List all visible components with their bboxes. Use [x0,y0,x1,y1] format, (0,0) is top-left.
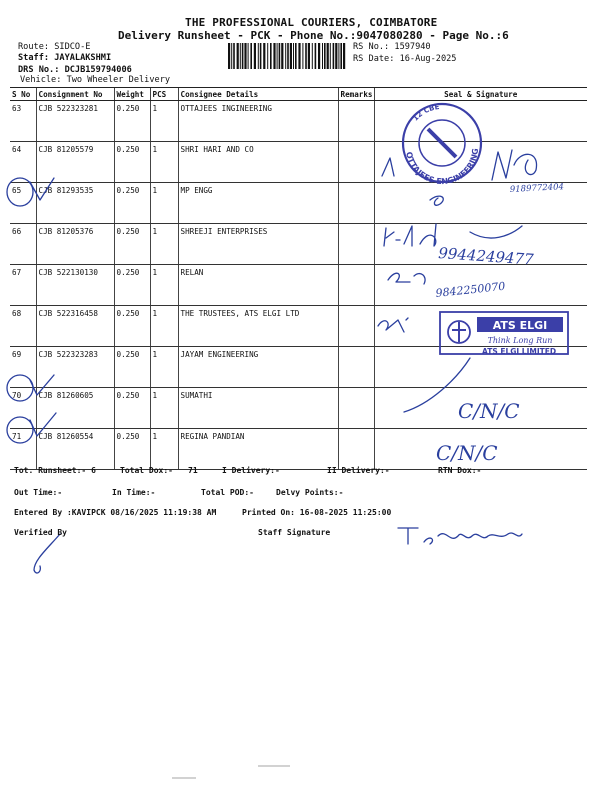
signature-mark [384,224,436,246]
row-consignment-no: CJB 81260554 [36,429,114,470]
row-consignment-no: CJB 522316458 [36,306,114,347]
row-consignment-no: CJB 81293535 [36,183,114,224]
drs-info: DRS No.: DCJB159794006 [18,65,132,75]
staff-info: Staff: JAYALAKSHMI [18,53,112,63]
row-sno: 64 [10,142,36,183]
footer-tot-runsheet: Tot. Runsheet:- 6 [14,466,96,475]
signature-mark [382,158,394,176]
row-sno: 67 [10,265,36,306]
col-header-sno: S No [10,88,36,101]
col-header-consignee: Consignee Details [178,88,338,101]
row-consignee: OTTAJEES INGINEERING [178,101,338,142]
svg-text:OTTAJEES ENGINEERING [404,148,480,186]
row-consignee: SHRI HARI AND CO [178,142,338,183]
ottajees-stamp [403,103,481,186]
row-consignment-no: CJB 522323281 [36,101,114,142]
footer-in-time: In Time:- [112,488,156,497]
stray-mark [172,766,290,778]
stamp-ats-limited: ATS ELGI LIMITED [482,347,557,356]
row-pcs: 1 [150,306,178,347]
row-weight: 0.250 [114,183,150,224]
company-title: THE PROFESSIONAL COURIERS, COIMBATORE [185,16,438,29]
footer-total-dox-value: 71 [188,466,198,475]
footer-total-dox-label: Total Dox:- [120,466,173,475]
col-header-remarks: Remarks [338,88,374,101]
rs-date: RS Date: 16-Aug-2025 [353,54,457,64]
handwritten-phone-3: 9842250070 [434,279,506,300]
row-sno: 71 [10,429,36,470]
row-consignee: SUMATHI [178,388,338,429]
footer-total-pod: Total POD:- [201,488,254,497]
row-pcs: 1 [150,183,178,224]
row-weight: 0.250 [114,429,150,470]
signature-mark [388,273,425,284]
row-pcs: 1 [150,388,178,429]
runsheet-subtitle: Delivery Runsheet - PCK - Phone No.:9047080280 - Page No.:6 [118,29,509,42]
row-weight: 0.250 [114,388,150,429]
staff-signature-mark [398,528,522,544]
circle-mark-65 [7,178,33,206]
row-pcs: 1 [150,347,178,388]
ats-elgi-stamp [440,312,568,356]
row-weight: 0.250 [114,306,150,347]
footer-printed-on: Printed On: 16-08-2025 11:25:00 [242,508,392,517]
row-sno: 66 [10,224,36,265]
col-header-consignment: Consignment No [36,88,114,101]
circle-mark-70 [7,375,33,401]
footer-i-delivery: I Delivery:- [222,466,280,475]
tick-mark-70 [30,375,54,395]
row-consignment-no: CJB 81205376 [36,224,114,265]
row-pcs: 1 [150,429,178,470]
row-consignee: SHREEJI ENTERPRISES [178,224,338,265]
row-sno: 68 [10,306,36,347]
row-pcs: 1 [150,265,178,306]
stamp-ottajees-text: OTTAJEES ENGINEERING [404,147,481,187]
footer-entered-by: Entered By :KAVIPCK 08/16/2025 11:19:38 AM [14,508,217,517]
row-consignee: THE TRUSTEES, ATS ELGI LTD [178,306,338,347]
row-consignee: JAYAM ENGINEERING [178,347,338,388]
col-header-pcs: PCS [150,88,178,101]
row-sno: 65 [10,183,36,224]
col-header-seal-signature: Seal & Signature [374,88,587,101]
stamp-ats-brand: ATS ELGI [492,319,548,332]
footer-staff-signature: Staff Signature [258,528,331,537]
signature-mark [430,196,443,205]
row-consignment-no: CJB 81205579 [36,142,114,183]
row-weight: 0.250 [114,224,150,265]
row-consignee: MP ENGG [178,183,338,224]
col-header-weight: Weight [114,88,150,101]
footer-ii-delivery: II Delivery:- [327,466,390,475]
row-weight: 0.250 [114,265,150,306]
signature-mark [492,150,537,180]
row-consignment-no: CJB 81260605 [36,388,114,429]
signature-mark [378,318,408,332]
tick-mark-71 [30,413,56,436]
row-sno: 70 [10,388,36,429]
row-pcs: 1 [150,224,178,265]
rs-number: RS No.: 1597940 [353,42,431,52]
svg-text:12 CBE [411,103,440,123]
row-sno: 63 [10,101,36,142]
footer-delvy-points: Delvy Points:- [276,488,344,497]
row-consignee: REGINA PANDIAN [178,429,338,470]
row-pcs: 1 [150,142,178,183]
tick-mark-65 [30,178,54,200]
vehicle-info: Vehicle: Two Wheeler Delivery [20,75,171,85]
footer-verified-by: Verified By [14,528,67,537]
handwritten-cnc-1: C/N/C [458,399,520,423]
row-sno: 69 [10,347,36,388]
row-consignment-no: CJB 522130130 [36,265,114,306]
footer-rtn-dox: RTN Dox:- [438,466,482,475]
handwritten-phone-2: 9944249477 [437,244,535,269]
stamp-ottajees-top-text: 12 CBE [411,103,440,123]
row-pcs: 1 [150,101,178,142]
route-info: Route: SIDCO-E [18,42,91,52]
row-weight: 0.250 [114,347,150,388]
handwritten-cnc-2: C/N/C [436,441,498,465]
row-weight: 0.250 [114,142,150,183]
row-consignment-no: CJB 522323283 [36,347,114,388]
row-weight: 0.250 [114,101,150,142]
circle-mark-71 [7,417,33,443]
signature-mark [470,226,522,238]
row-consignee: RELAN [178,265,338,306]
footer-out-time: Out Time:- [14,488,63,497]
handwritten-phone-1: 9189772404 [509,182,565,195]
stamp-ats-tagline: Think Long Run [487,336,553,345]
verified-signature-mark [34,534,60,573]
